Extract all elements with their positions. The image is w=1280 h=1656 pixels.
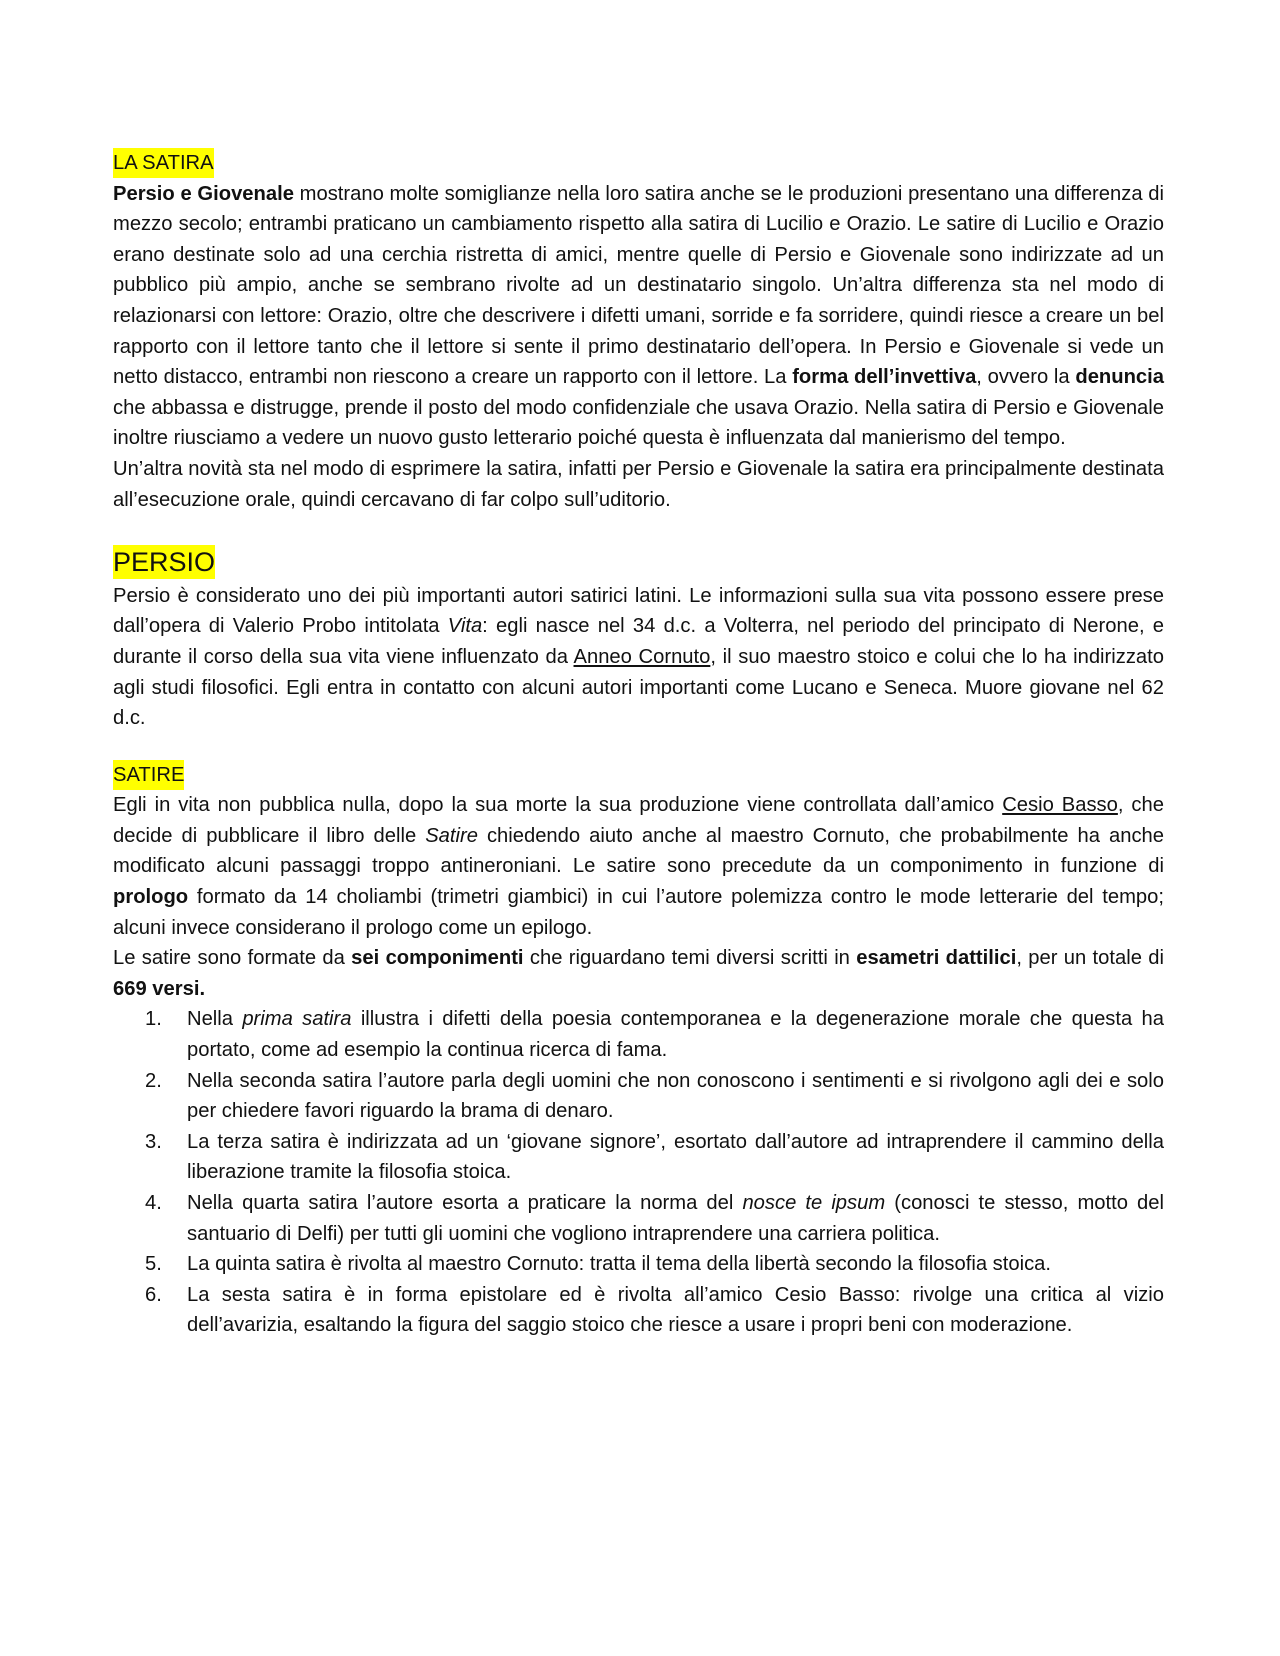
list-item: 3. La terza satira è indirizzata ad un ‘giovane signore’, esortato dall’autore ad intraprendere il cammino della liberazione tramite la filosofia stoica. — [187, 1127, 1164, 1188]
list-item: 1. Nella prima satira illustra i difetti della poesia contemporanea e la degenerazione morale che questa ha portato, come ad esempio la continua ricerca di fama. — [187, 1004, 1164, 1065]
list-item: 2. Nella seconda satira l’autore parla degli uomini che non conoscono i sentimenti e si rivolgono agli dei e solo per chiedere favori riguardo la brama di denaro. — [187, 1066, 1164, 1127]
paragraph-satire-struttura: Le satire sono formate da sei componimenti che riguardano temi diversi scritti in esametri dattilici, per un totale di 669 versi. — [113, 947, 1164, 1000]
bold-text: denuncia — [1075, 366, 1164, 389]
list-item: 4. Nella quarta satira l’autore esorta a praticare la norma del nosce te ipsum (conosci te stesso, motto del santuario di Delfi) per tutti gli uomini che vogliono intraprendere una carriera politica. — [187, 1188, 1164, 1249]
list-item: 6. La sesta satira è in forma epistolare ed è rivolta all’amico Cesio Basso: rivolge una critica al vizio dell’avarizia, esaltando la figura del saggio stoico che riesce a usare i propri beni con moderazione. — [187, 1280, 1164, 1341]
paragraph-persio-bio: Persio è considerato uno dei più importanti autori satirici latini. Le informazioni sulla sua vita possono essere prese dall’opera di Valerio Probo intitolata Vita: egli nasce nel 34 d.c. a Volterra, nel periodo del principato di Nerone, e durante il corso della sua vita viene influenzato da Anneo Cornuto, il suo maestro stoico e colui che lo ha indirizzato agli studi filosofici. Egli entra in contatto con alcuni autori importanti come Lucano e Seneca. Muore giovane nel 62 d.c. — [113, 584, 1164, 730]
bold-text: Persio e Giovenale — [113, 182, 294, 205]
list-number: 3. — [145, 1130, 162, 1153]
document-page — [113, 148, 1164, 1341]
italic-text: prima satira — [242, 1008, 352, 1031]
bold-text: prologo — [113, 886, 189, 909]
heading-satire: SATIRE — [113, 760, 184, 790]
paragraph-satire-pubblicazione: Egli in vita non pubblica nulla, dopo la sua morte la sua produzione viene controllata dall’amico Cesio Basso, che decide di pubblicare il libro delle Satire chiedendo aiuto anche al maestro Cornuto, che probabilmente ha anche modificato alcuni passaggi troppo antineroniani. Le satire sono precedute da un componimento in funzione di prologo formato da 14 choliambi (trimetri giambici) in cui l’autore polemizza contro le mode letterarie del tempo; alcuni invece considerano il prologo come un epilogo. — [113, 794, 1164, 939]
heading-la-satira: LA SATIRA — [113, 148, 214, 178]
list-number: 4. — [145, 1192, 162, 1214]
bold-text: esametri dattilici — [856, 947, 1017, 970]
bold-text: 669 versi. — [113, 977, 206, 1000]
list-item: 5. La quinta satira è rivolta al maestro Cornuto: tratta il tema della libertà secondo la filosofia stoica. — [187, 1249, 1164, 1280]
paragraph-satira-intro: Persio e Giovenale mostrano molte somiglianze nella loro satira anche se le produzioni presentano una differenza di mezzo secolo; entrambi praticano un cambiamento rispetto alla satira di Lucilio e Orazio. Le satire di Lucilio e Orazio erano destinate solo ad una cerchia ristretta di amici, mentre quelle di Persio e Giovenale sono indirizzate ad un pubblico più ampio, anche se sembrano rivolte ad un destinatario singolo. Un’altra differenza sta nel modo di relazionarsi con lettore: Orazio, oltre che descrivere i difetti umani, sorride e fa sorridere, quindi riesce a creare un bel rapporto con il lettore tanto che il lettore si sente il primo destinatario dell’opera. In Persio e Giovenale si vede un netto distacco, entrambi non riescono a creare un rapporto con il lettore. La forma dell’invettiva, ovvero la denuncia che abbassa e distrugge, prende il posto del modo confidenziale che usava Orazio. Nella satira di Persio e Giovenale inoltre riusciamo a vedere un nuovo gusto letterario poiché questa è influenzata dal manierismo del tempo. — [113, 182, 1164, 450]
italic-text: Vita — [447, 615, 483, 638]
satire-list — [113, 1004, 1164, 1341]
italic-text: nosce te ipsum — [742, 1192, 886, 1214]
list-number: 5. — [145, 1253, 162, 1276]
italic-text: Satire — [425, 824, 478, 847]
section-la-satira — [113, 148, 1164, 515]
heading-persio: PERSIO — [113, 547, 216, 578]
underlined-text: Anneo Cornuto — [573, 645, 711, 668]
section-satire — [113, 760, 1164, 1341]
bold-text: sei componimenti — [351, 947, 524, 970]
list-number: 2. — [145, 1069, 162, 1092]
list-number: 6. — [145, 1283, 162, 1306]
bold-text: forma dell’invettiva — [792, 366, 977, 389]
underlined-text: Cesio Basso — [1002, 794, 1118, 817]
section-persio — [113, 545, 1164, 734]
paragraph-satira-novita: Un’altra novità sta nel modo di esprimere la satira, infatti per Persio e Giovenale la satira era principalmente destinata all’esecuzione orale, quindi cercavano di far colpo sull’uditorio. — [113, 457, 1164, 511]
list-number: 1. — [145, 1008, 162, 1031]
